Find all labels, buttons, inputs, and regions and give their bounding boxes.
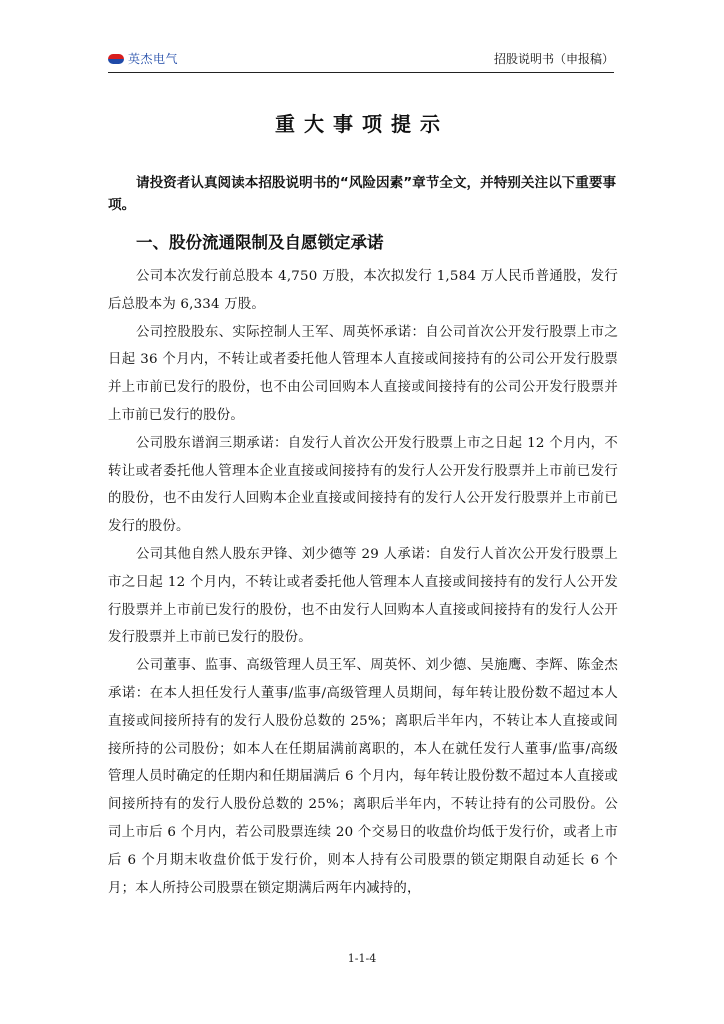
paragraph: 公司本次发行前总股本 4,750 万股，本次拟发行 1,584 万人民币普通股，发行后总股本为 6,334 万股。 [108, 269, 618, 312]
document-label: 招股说明书（申报稿） [493, 52, 614, 66]
paragraph: 公司董事、监事、高级管理人员王军、周英怀、刘少德、吴施鹰、李辉、陈金杰承诺：在本人担任发行人董事/监事/高级管理人员期间，每年转让股份数不超过本人直接或间接所持有的发行人股份总数的 25%；离职后半年内，不转让本人直接或间接所持的公司股份；如本人在任期届满前离职的，本人在就任发行人董事/监事/高级管理人员时确定的任期内和任期届满后 6 个月内，每年转让股份数不超过本人直接或间接所持有的发行人股份总数的 25%；离职后半年内，不转让持有的公司股份。公司上市后 6 个月内，若公司股票连续 20 个交易日的收盘价均低于发行价，或者上市后 6 个月期末收盘价低于发行价，则本人持有公司股票的锁定期限自动延长 6 个月；本人所持公司股票在锁定期满后两年内减持的， [108, 658, 618, 896]
logo-text: 英杰电气 [128, 52, 179, 66]
section-heading: 一、股份流通限制及自愿锁定承诺 [136, 233, 384, 252]
page-title: 重大事项提示 [275, 112, 449, 136]
paragraph: 公司其他自然人股东尹锋、刘少德等 29 人承诺：自发行人首次公开发行股票上市之日起 12 个月内，不转让或者委托他人管理本人直接或间接持有的发行人公开发行股票并上市前已发行的股份，也不由发行人回购本人直接或间接持有的发行人公开发行股票并上市前已发行的股份。 [108, 546, 618, 646]
page-number: 1-1-4 [347, 952, 377, 965]
paragraph: 公司股东谱润三期承诺：自发行人首次公开发行股票上市之日起 12 个月内，不转让或者委托他人管理本企业直接或间接持有的发行人公开发行股票并上市前已发行的股份，也不由发行人回购本企业直接或间接持有的发行人公开发行股票并上市前已发行的股份。 [108, 435, 618, 535]
paragraph: 公司控股股东、实际控制人王军、周英怀承诺：自公司首次公开发行股票上市之日起 36 个月内，不转让或者委托他人管理本人直接或间接持有的公司公开发行股票并上市前已发行的股份，也不由公司回购本人直接或间接持有的公司公开发行股票并上市前已发行的股份。 [108, 324, 618, 423]
logo-icon [108, 54, 124, 64]
section-body [108, 263, 618, 902]
page-header [108, 46, 614, 73]
intro-notice: 请投资者认真阅读本招股说明书的“风险因素”章节全文，并特别关注以下重要事项。 [108, 175, 617, 213]
company-logo [108, 50, 178, 67]
